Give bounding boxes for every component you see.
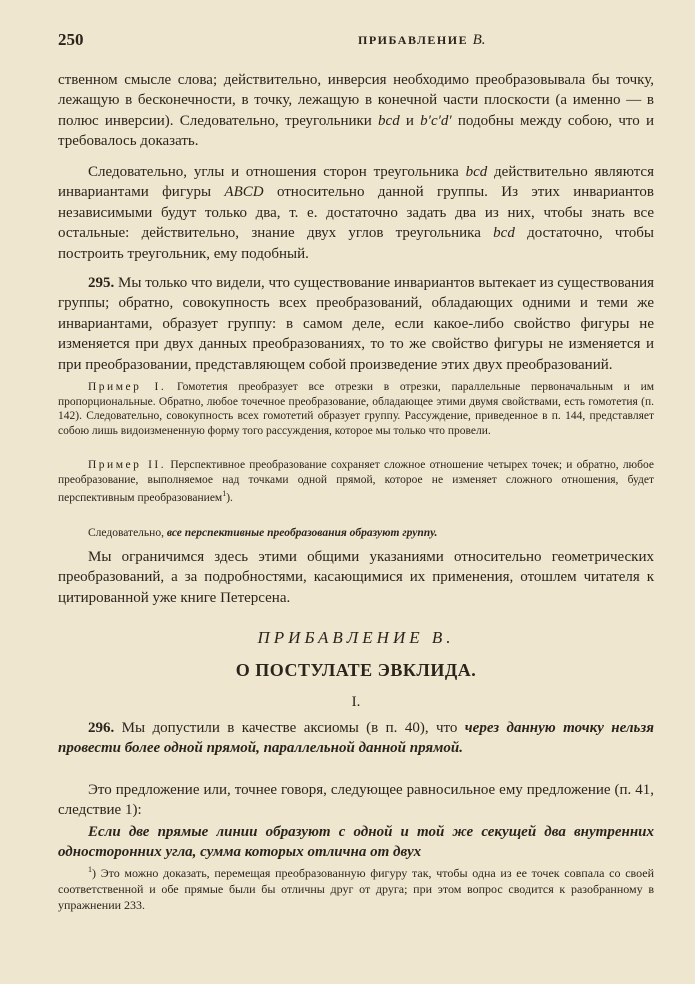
paragraph-equivalent bbox=[58, 780, 654, 821]
footnote bbox=[58, 862, 654, 913]
para2-text-1: Следовательно, углы и отношения сторон треугольника bbox=[88, 164, 466, 180]
paragraph-continuation bbox=[58, 70, 654, 152]
paragraph-statement bbox=[58, 822, 654, 863]
figure-abcd: ABCD bbox=[224, 184, 264, 201]
chapter-title: О ПОСТУЛАТЕ ЭВКЛИДА. bbox=[235, 660, 477, 680]
para1-text-2: и bbox=[399, 112, 421, 129]
triangle-bcd: bcd bbox=[493, 225, 515, 242]
conclusion-italic: все перспективные преобразования образуют группу. bbox=[166, 527, 438, 539]
triangle-bcd-prime: b′c′d′ bbox=[420, 112, 452, 129]
para6-text: Это предложение или, точнее говоря, следующее равносильное ему предложение (п. 41, следствие 1): bbox=[58, 782, 654, 819]
page-number: 250 bbox=[58, 30, 84, 49]
axiom-statement: через данную точку нельзя провести более одной прямой, параллельной данной прямой. bbox=[58, 720, 654, 757]
appendix-heading: ПРИБАВЛЕНИЕ B. bbox=[257, 628, 455, 647]
para4-text: Мы ограничимся здесь этими общими указаниями относительно геометрических преобразований, а за подробностями, касающимися их применения, отошлем читателя к цитированной уже книге Петерсена. bbox=[58, 549, 654, 606]
example-2 bbox=[58, 458, 654, 506]
footnote-mark: 1 bbox=[88, 865, 92, 874]
footnote-text: ) Это можно доказать, перемещая преобразованную фигуру так, чтобы одна из ее точек совпала со своей соответственной и обе прямые были бы отличны друг от друга; при этом вопрос сводится к разобранному в упражнении 233. bbox=[58, 866, 654, 912]
para2-text-3: относительно данной группы. Из этих инвариантов независимыми будут только два, т. е. достаточно задать два из них, чтобы знать все остальные: действительно, знание двух углов треугольника bbox=[58, 184, 654, 242]
example-1-label: Пример I. bbox=[88, 381, 167, 393]
paragraph-295 bbox=[58, 273, 654, 375]
example-2-text-end: ). bbox=[226, 492, 233, 505]
section-number-295: 295. bbox=[88, 275, 115, 291]
conclusion-lead: Следовательно, bbox=[88, 527, 167, 539]
section-roman bbox=[58, 693, 654, 711]
running-head-text: ПРИБАВЛЕНИЕ bbox=[358, 33, 469, 47]
example-2-label: Пример II. bbox=[88, 459, 167, 471]
footnote-ref: 1 bbox=[222, 489, 227, 499]
section-number-296: 296. bbox=[88, 720, 115, 736]
section-number-roman: I. bbox=[351, 694, 361, 710]
para5-text: Мы допустили в качестве аксиомы (в п. 40), что bbox=[114, 720, 465, 736]
conclusion-line bbox=[58, 526, 654, 541]
appendix-label bbox=[58, 628, 654, 648]
running-head bbox=[358, 32, 486, 49]
paragraph-invariants bbox=[58, 162, 654, 264]
example-1 bbox=[58, 380, 654, 438]
triangle-bcd: bcd bbox=[465, 164, 488, 180]
paragraph-summary bbox=[58, 547, 654, 608]
para1-text-1: ственном смысле слова; действительно, инверсия необходимо преобразовывала бы точку, лежащую в бесконечности, в точку, лежащую в конечной части плоскости (а именно — в полюс инверсии). Следовательно, треугольники bbox=[58, 72, 654, 129]
example-1-text: Гомотетия преобразует все отрезки в отрезки, параллельные первоначальным и им пропорциональные. Обратно, любое точечное преобразование, обладающее этими двумя свойствами, есть гомотетия (п. 142). Следовательно, совокупность всех гомотетий образует группу. Рассуждение, приведенное в п. 144, представляет собою лишь видоизмененную форму того рассуждения, которое мы только что провели. bbox=[58, 381, 654, 437]
triangle-bcd: bcd bbox=[378, 112, 400, 129]
para1-text-3: подобны между собою, что и требовалось доказать. bbox=[58, 112, 654, 150]
para3-text: Мы только что видели, что существование инвариантов вытекает из существования группы; обратно, совокупность всех преобразований, обладающих одними и теми же инвариантами, образует группу: в самом деле, если какое-либо свойство фигуры не изменяется при двух данных преобразованиях, то то же свойство фигуры не изменяется и при преобразовании, представляющем собой произведение этих двух преобразований. bbox=[58, 275, 654, 373]
paragraph-296 bbox=[58, 718, 654, 759]
appendix-title-block bbox=[58, 660, 654, 681]
postulate-statement: Если две прямые линии образуют с одной и той же секущей два внутренних односторонних угла, сумма которых отлична от двух bbox=[58, 824, 654, 861]
page-header bbox=[58, 30, 658, 52]
para2-text-4: достаточно, чтобы построить треугольник, ему подобный. bbox=[58, 225, 654, 262]
running-head-letter: B. bbox=[472, 32, 486, 48]
example-2-text: Перспективное преобразование сохраняет сложное отношение четырех точек; и обратно, любое преобразование, выполняемое над точками одной прямой, которое не изменяет сложного отношения, будет перспективным преобразованием bbox=[58, 459, 654, 505]
para2-text-2: действительно являются инвариантами фигуры bbox=[58, 164, 654, 201]
